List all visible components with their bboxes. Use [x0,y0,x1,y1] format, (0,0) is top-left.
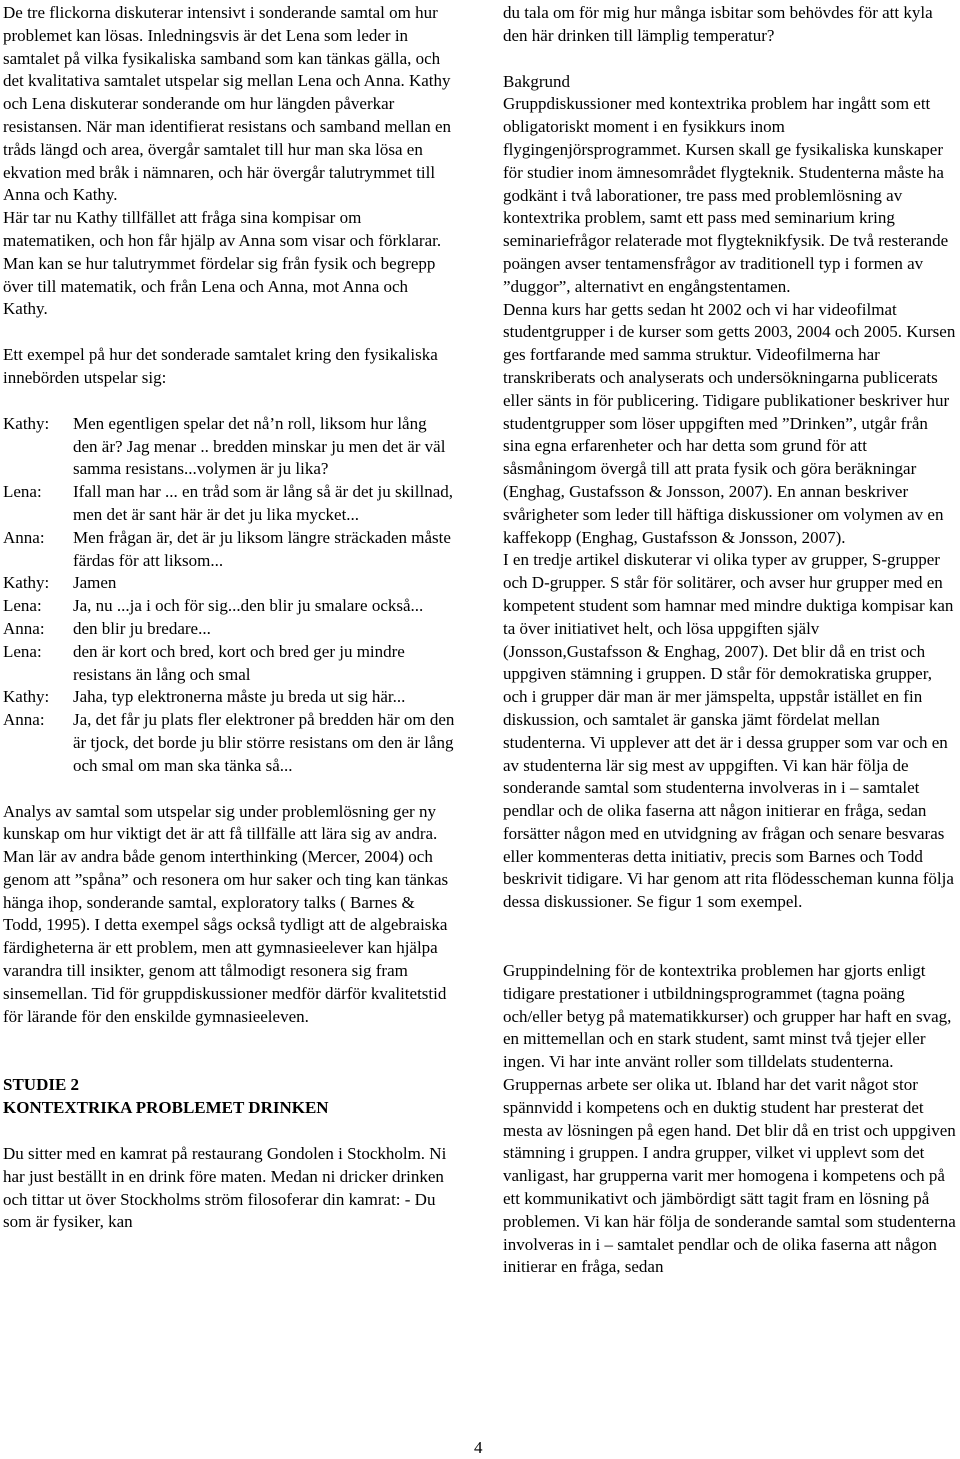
utterance: Ifall man har ... en tråd som är lång så är det ju skillnad, men det är sant här är det ju lika mycket... [73,482,454,524]
speaker-name: Kathy: [3,687,50,707]
speaker-name: Lena: [3,482,42,502]
dialogue-transcript [3,413,455,778]
dialogue-turn [3,413,455,481]
paragraph: De tre flickorna diskuterar intensivt i sonderande samtal om hur problemet kan lösas. Inledningsvis är det Lena som leder in samtalet på vilka fysikaliska samband som kan tänkas gälla, och det kvalitativa samtalet utspelar sig mellan Lena och Anna. Kathy och Lena diskuterar sonderande om hur längden påverkar resistansen. När man identifierat resistans och samband mellan en tråds längd och area, övergår samtalet till hur man ska lösa en ekvation med bråk i nämnaren, och här övergår talutrymmet till Anna och Kathy. [3,3,451,205]
speaker-name: Anna: [3,618,45,638]
paragraph: I en tredje artikel diskuterar vi olika typer av grupper, S-grupper och D-grupper. S står för solitärer, och avser hur grupper med en kompetent student som hamnar med mindre duktiga kompisar kan ta över initiativet helt, och lösa uppgiften själv (Jonsson,Gustafsson & Enghag, 2007). Det blir då en trist och uppgiven stämning i gruppen. D står för demokratiska grupper, och i grupper där man är mer jämspelta, uppstår istället en fin diskussion, och samtalet är ganska jämt fördelat mellan studenterna. Vi upplever att det är i dessa grupper som var och en av studenterna lär sig mest av uppgiften. Vi kan här följa de sonderande samtal som studenterna involveras in i – samtalet pendlar och de olika faserna att någon initierar en fråga, sedan forsätter någon med en utvidgning av frågan och senare besvaras eller kommenteras detta initiativ, precis som Barnes och Todd beskrivit tidigare. Vi har genom att rita flödesscheman kunna följa dessa diskussioner. Se figur 1 som exempel. [503,550,954,912]
utterance: Men frågan är, det är ju liksom längre sträckaden måste färdas för att liksom... [73,527,451,570]
paragraph: Ett exempel på hur det sonderade samtalet kring den fysikaliska innebörden utspelar sig: [3,345,438,387]
dialogue-turn [3,595,455,618]
paragraph: du tala om för mig hur många isbitar som behövdes för att kyla den här drinken till lämplig temperatur? [503,3,933,45]
page-number: 4 [474,1438,483,1457]
speaker-name: Anna: [3,710,45,730]
left-column [3,2,455,1234]
paragraph: Gruppindelning för de kontextrika problemen har gjorts enligt tidigare prestationer i utbildningsprogrammet (tagna poäng och/eller betyg på matematikkurser) och grupper har haft en svag, en mittemellan och en stark student, samt minst två tjejer eller ingen. Vi har inte använt roller som tilldelats studenterna. Gruppernas arbete ser olika ut. Ibland har det varit något stor spännvidd i kompetens och en duktig student har presterat det mesta av lösningen på egen hand. Det blir då en trist och uppgiven stämning i gruppen. I andra grupper, vilket vi upplevt som det vanligast, har grupperna varit mer homogena i kompetens och på ett kommunikativt och jämbördigt sätt tagit fram en lösning på problemen. Vi kan här följa de sonderande samtal som studenterna involveras in i – samtalet pendlar och de olika faserna att någon initierar en fråga, sedan [503,961,956,1277]
utterance: Men egentligen spelar det nå’n roll, liksom hur lång den är? Jag menar .. bredden minskar ju men det är väl samma resistans...volymen är ju lika? [73,413,446,479]
speaker-name: Lena: [3,641,42,661]
paragraph: Denna kurs har getts sedan ht 2002 och vi har videofilmat studentgrupper i de kurser som getts 2003, 2004 och 2005. Kursen ges fortfarande med samma struktur. Videofilmerna har transkriberats och analyserats och undersökningarna publicerats eller sänts in för publicering. Tidigare publikationer beskriver hur studentgrupper som löser uppgiften med ”Drinken”, utgår från sina egna erfarenheter och har detta som grund för att såsmåningom övergå till att prata fysik och göra beräkningar (Enghag, Gustafsson & Jonsson, 2007). En annan beskriver svårigheter som leder till häftiga diskussioner om volymen av en kaffekopp (Enghag, Gustafsson & Jonsson, 2007). [503,299,956,547]
speaker-name: Kathy: [3,573,50,593]
dialogue-turn [3,686,455,709]
section-heading: STUDIE 2 [3,1075,80,1095]
utterance: den är kort och bred, kort och bred ger ju mindre resistans än lång och smal [73,641,405,684]
section-title: KONTEXTRIKA PROBLEMET DRINKEN [3,1098,329,1118]
subsection-heading: Bakgrund [503,71,571,91]
dialogue-turn [3,527,455,573]
dialogue-turn [3,618,455,641]
right-column [503,2,958,1279]
utterance: Ja, nu ...ja i och för sig...den blir ju smalare också... [73,596,424,616]
dialogue-turn [3,572,455,595]
utterance: Ja, det får ju plats fler elektroner på bredden här om den är tjock, det borde ju blir större resistans om den är lång och smal om man ska tänka så... [73,710,455,775]
utterance: den blir ju bredare... [73,618,211,638]
speaker-name: Kathy: [3,413,50,433]
paragraph: Gruppdiskussioner med kontextrika problem har ingått som ett obligatoriskt moment i en fysikkurs inom flygingenjörsprogrammet. Kursen skall ge fysikaliska kunskaper för studier inom ämnesområdet flygteknik. Studenterna måste ha godkänt i två laborationer, tre pass med problemlösning av kontextrika problem, samt ett pass med seminarium kring seminariefrågor relaterade mot flygteknikfysik. De två resterande poängen avser tentamensfrågor av traditionell typ i formen av ”duggor”, alternativt en engångstentamen. [503,94,949,296]
utterance: Jaha, typ elektronerna måste ju breda ut sig här... [73,687,406,707]
paragraph: Du sitter med en kamrat på restaurang Gondolen i Stockholm. Ni har just beställt in en drink före maten. Medan ni dricker drinken och tittar ut över Stockholms ström filosoferar din kamrat: - Du som är fysiker, kan [3,1144,447,1232]
dialogue-turn [3,709,455,777]
paragraph: Analys av samtal som utspelar sig under problemlösning ger ny kunskap om hur viktigt det är att få tillfälle att lära sig av andra. Man lär av andra både genom interthinking (Mercer, 2004) och genom att ”spåna” och resonera om hur saker och ting kan tänkas hänga ihop, sonderande samtal, exploratory talks ( Barnes & Todd, 1995). I detta exempel sågs också tydligt att de algebraiska färdigheterna är ett problem, men att gymnasieelever kan hjälpa varandra till insikter, genom att tålmodigt resonera sig fram sinsemellan. Tid för gruppdiskussioner medför därför kvalitetstid för lärande för den enskilde gymnasieeleven. [3,801,449,1026]
speaker-name: Lena: [3,596,42,616]
dialogue-turn [3,641,455,687]
paragraph: Här tar nu Kathy tillfället att fråga sina kompisar om matematiken, och hon får hjälp av Anna som visar och förklarar. Man kan se hur talutrymmet fördelar sig från fysik och begrepp över till matematik, och från Lena och Anna, mot Anna och Kathy. [3,208,442,319]
dialogue-turn [3,481,455,527]
utterance: Jamen [73,573,117,593]
speaker-name: Anna: [3,527,45,547]
